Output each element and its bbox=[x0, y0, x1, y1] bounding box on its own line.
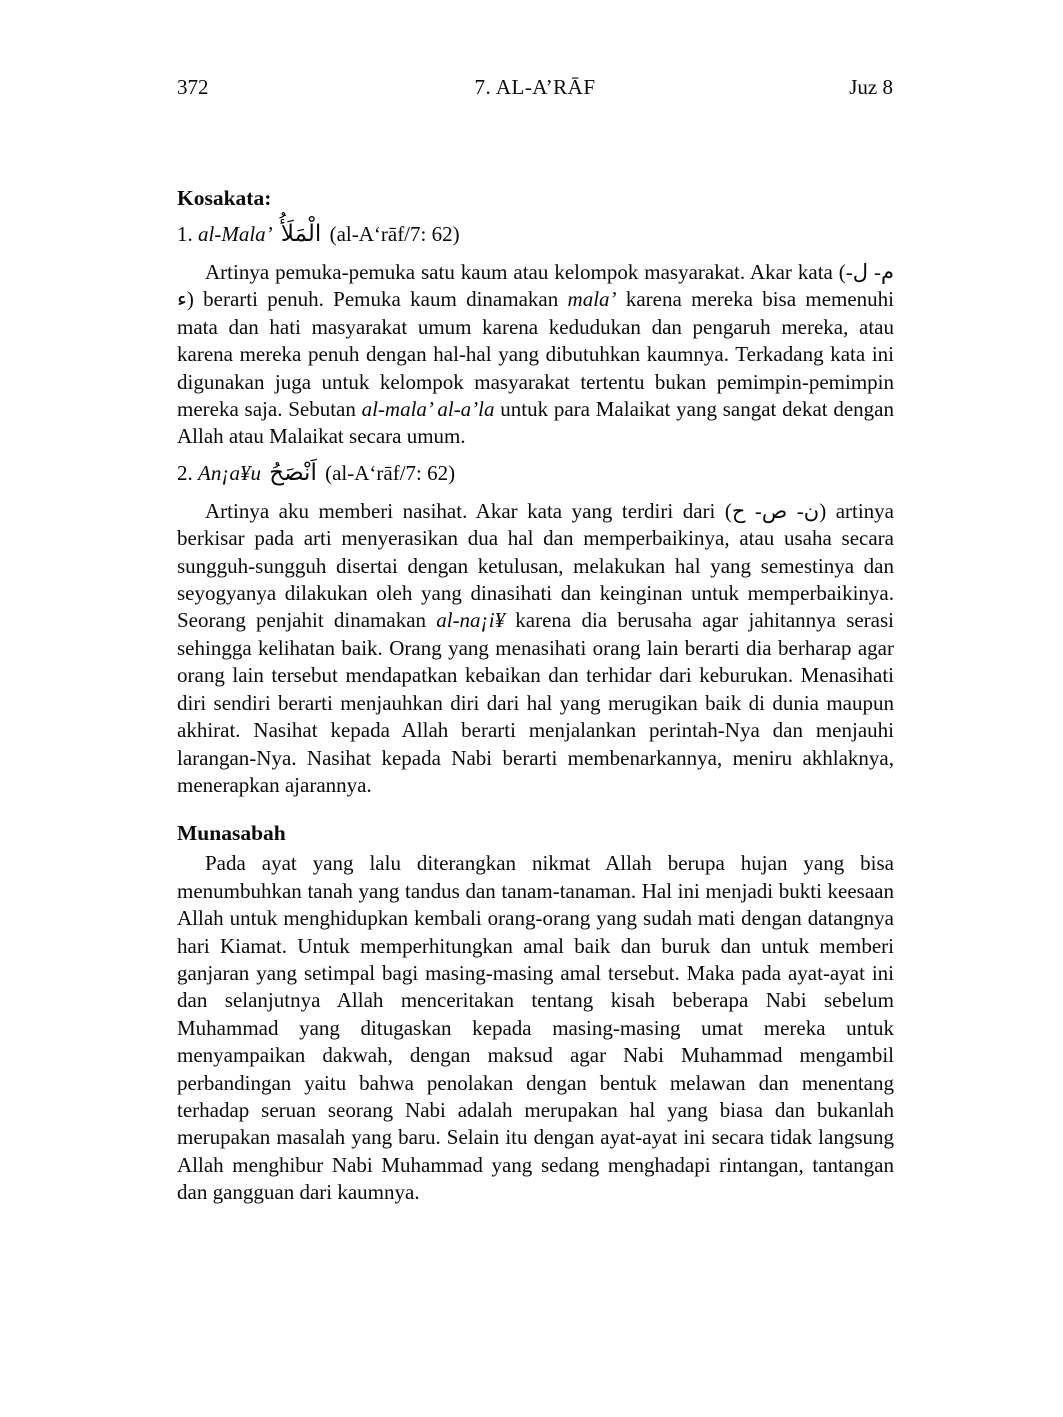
juz-label: Juz 8 bbox=[849, 75, 893, 99]
munasabah-heading: Munasabah bbox=[177, 821, 286, 846]
item-2-term: An¡a¥u bbox=[198, 460, 261, 485]
kosakata-item-1-heading bbox=[177, 216, 894, 252]
item-1-text: karena mereka bisa memenuhi mata dan hati masyarakat umum karena kedudukan dan pengaruh mereka, atau karena mereka penuh dengan hal-hal yang dibutuhkan kaumnya. Terkadang kata ini digunakan juga untuk kelompok masyarakat tertentu bukan pemimpin-pemimpin mereka saja. Sebutan bbox=[177, 287, 895, 422]
page-body bbox=[177, 185, 894, 1210]
item-2-arabic-word: اَنْصَحُ bbox=[269, 459, 317, 486]
item-2-text: Artinya aku memberi nasihat. Akar kata yang terdiri dari (ن- ص- ح) artinya berkisar pada arti menyerasikan dua hal dan memperbaikinya, atau usaha secara sungguh-sungguh disertai dengan ketulusan, melakukan hal yang semestinya dan seyogyanya dilakukan oleh yang dinasihati dan keinginan untuk memperbaikinya. Seorang penjahit dinamakan bbox=[177, 498, 894, 633]
running-header bbox=[177, 74, 893, 100]
item-2-italic-term: al-na¡i¥ bbox=[436, 608, 506, 633]
item-1-text: untuk para Malaikat yang sangat dekat dengan Allah atau Malaikat secara umum. bbox=[177, 397, 894, 449]
surah-title: 7. AL-A’RĀF bbox=[474, 75, 596, 99]
item-1-number: 1. bbox=[177, 222, 193, 246]
munasabah-paragraph: Pada ayat yang lalu diterangkan nikmat Allah berupa hujan yang bisa menumbuhkan tanah yang tandus dan tanam-tanaman. Hal ini menjadi bukti keesaan Allah untuk menghidupkan kembali orang-orang yang sudah mati dengan datangnya hari Kiamat. Untuk memperhitungkan amal baik dan buruk dan untuk memberi ganjaran yang setimpal bagi masing-masing amal tersebut. Maka pada ayat-ayat ini dan selanjutnya Allah menceritakan tentang kisah beberapa Nabi sebelum Muhammad yang ditugaskan kepada masing-masing umat mereka untuk menyampaikan dakwah, dengan maksud agar Nabi Muhammad mengambil perbandingan yaitu bahwa penolakan dengan bentuk melawan dan menentang terhadap seruan seorang Nabi adalah merupakan hal yang biasa dan bukanlah merupakan masalah yang baru. Selain itu dengan ayat-ayat ini secara tidak langsung Allah menghibur Nabi Muhammad yang sedang menghadapi rintangan, tantangan dan gangguan dari kaumnya. bbox=[177, 851, 894, 1205]
page-number: 372 bbox=[177, 75, 209, 99]
item-1-italic-term: al-mala’ al-a’la bbox=[361, 397, 495, 422]
item-1-text: Artinya pemuka-pemuka satu kaum atau kelompok masyarakat. Akar kata (م- ل- ء) berarti penuh. Pemuka kaum dinamakan bbox=[177, 260, 894, 312]
item-2-text: karena dia berusaha agar jahitannya serasi sehingga kelihatan baik. Orang yang menasihati orang lain berarti dia berharap agar orang lain tersebut mendapatkan kebaikan dan terhidar dari keburukan. Menasihati diri sendiri berarti menjauhkan diri dari hal yang merugikan baik di dunia maupun akhirat. Nasihat kepada Allah berarti menjalankan perintah-Nya dan menjauhi larangan-Nya. Nasihat kepada Nabi berarti membenarkannya, meniru akhlaknya, menerapkan ajarannya. bbox=[177, 608, 895, 797]
item-1-term: al-Mala’ bbox=[198, 222, 273, 246]
item-2-number: 2. bbox=[177, 460, 193, 485]
kosakata-item-2-heading bbox=[177, 455, 894, 491]
item-1-italic-term: mala’ bbox=[567, 287, 617, 312]
kosakata-item-1-paragraph bbox=[177, 259, 894, 451]
item-2-reference: (al-A‘rāf/7: 62) bbox=[325, 460, 456, 485]
item-1-arabic-word: الْمَلَأُ bbox=[280, 221, 322, 247]
kosakata-heading: Kosakata: bbox=[177, 186, 272, 210]
item-1-reference: (al-A‘rāf/7: 62) bbox=[329, 222, 460, 246]
kosakata-item-2-paragraph bbox=[177, 498, 894, 799]
